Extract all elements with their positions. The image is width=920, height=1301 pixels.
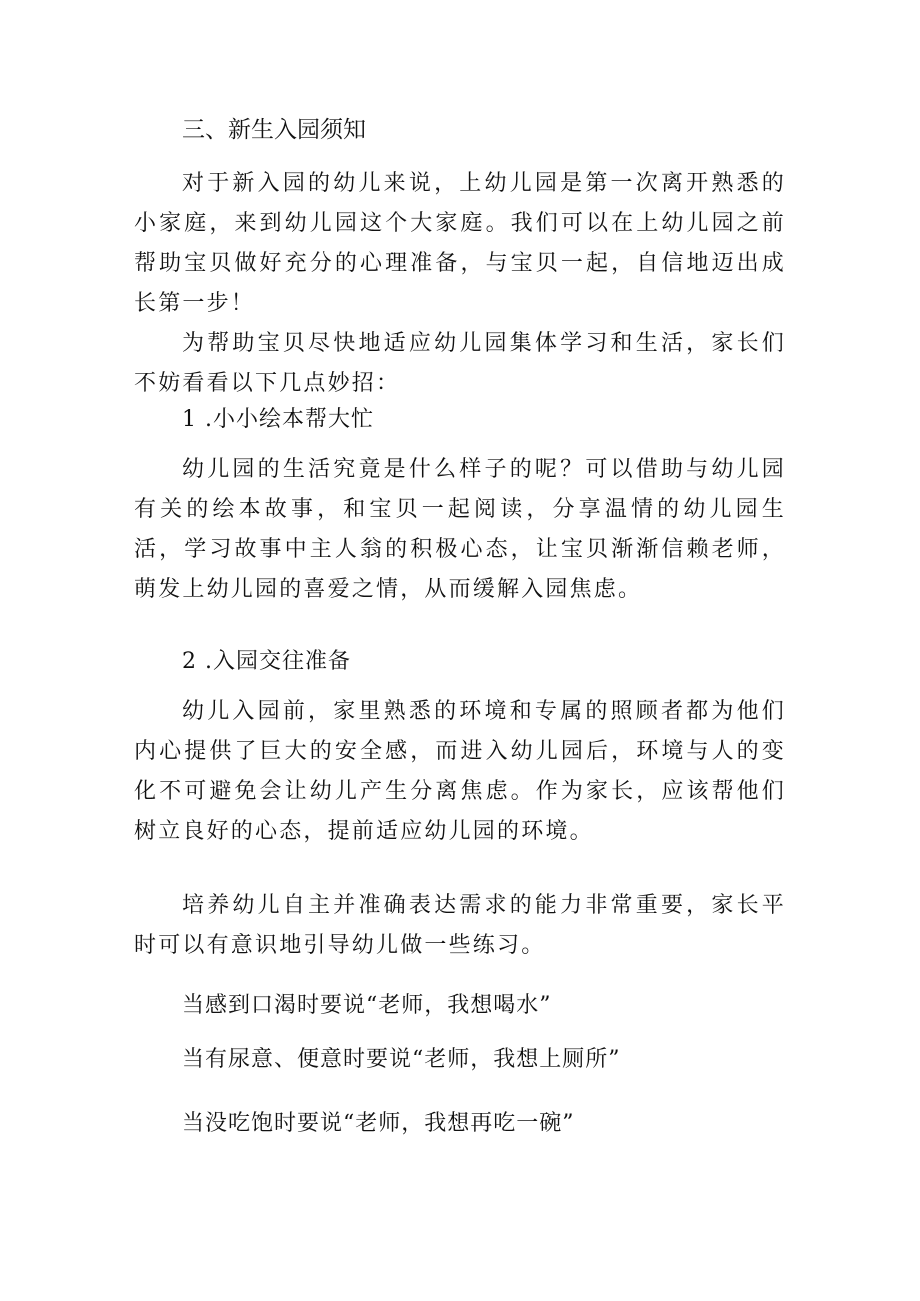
phrase-hungry: 当没吃饱时要说“老师，我想再吃一碗” [182,1111,575,1136]
tips-intro-paragraph: 为帮助宝贝尽快地适应幼儿园集体学习和生活，家长们不妨看看以下几点妙招： [134,331,786,396]
social-prep-paragraph: 幼儿入园前，家里熟悉的环境和专属的照顾者都为他们内心提供了巨大的安全感，而进入幼儿园后，环境与人的变化不可避免会让幼儿产生分离焦虑。作为家长，应该帮他们树立良好的心态，提前适应幼儿园的环境。 [134,699,786,844]
intro-paragraph: 对于新入园的幼儿来说，上幼儿园是第一次离开熟悉的小家庭，来到幼儿园这个大家庭。我们可以在上幼儿园之前帮助宝贝做好充分的心理准备，与宝贝一起，自信地迈出成长第一步！ [134,171,786,316]
phrase-thirsty: 当感到口渴时要说“老师，我想喝水” [182,993,552,1018]
expression-paragraph: 培养幼儿自主并准确表达需求的能力非常重要，家长平时可以有意识地引导幼儿做一些练习。 [134,893,786,958]
subsection-title-picture-books: 1 .小小绘本帮大忙 [182,407,374,432]
picture-books-paragraph: 幼儿园的生活究竟是什么样子的呢？可以借助与幼儿园有关的绘本故事，和宝贝一起阅读，分享温情的幼儿园生活，学习故事中主人翁的积极心态，让宝贝渐渐信赖老师，萌发上幼儿园的喜爱之情，从而缓解入园焦虑。 [134,457,786,602]
phrase-toilet: 当有尿意、便意时要说“老师，我想上厕所” [182,1047,621,1072]
section-title: 三、新生入园须知 [182,117,366,143]
subsection-title-social-prep: 2 .入园交往准备 [182,649,351,674]
